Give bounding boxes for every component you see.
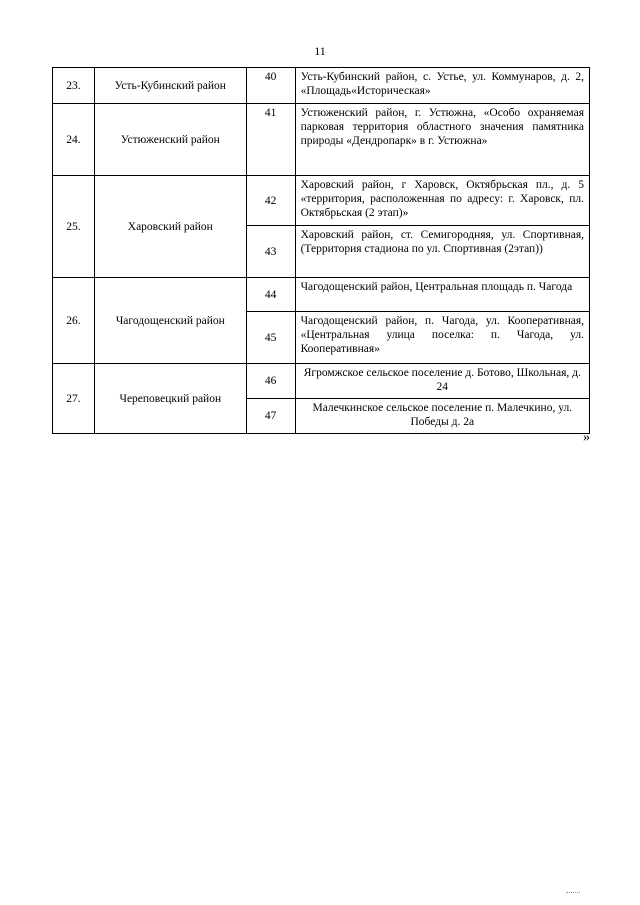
- location-address: Усть-Кубинский район, с. Устье, ул. Коммунаров, д. 2, «Площадь«Историческая»: [295, 68, 589, 104]
- location-address: Малечкинское сельское поселение п. Малечкино, ул. Победы д. 2а: [295, 399, 589, 434]
- district-name: Устюженский район: [94, 104, 246, 176]
- location-address: Устюженский район, г. Устюжна, «Особо охраняемая парковая территория областного значения памятника природы «Дендропарк» в г. Устюжна»: [295, 104, 589, 176]
- location-number: 43: [246, 226, 295, 278]
- location-number: 46: [246, 364, 295, 399]
- location-number: 40: [246, 68, 295, 104]
- location-number: 45: [246, 312, 295, 364]
- district-name: Усть-Кубинский район: [94, 68, 246, 104]
- table-row: [53, 364, 590, 399]
- row-number: 24.: [53, 104, 95, 176]
- page-number: 11: [314, 44, 326, 58]
- row-number: 23.: [53, 68, 95, 104]
- location-number: 44: [246, 278, 295, 312]
- table-row: [53, 176, 590, 226]
- location-address: Ягромжское сельское поселение д. Ботово, Школьная, д. 24: [295, 364, 589, 399]
- district-name: Харовский район: [94, 176, 246, 278]
- location-number: 47: [246, 399, 295, 434]
- location-number: 42: [246, 176, 295, 226]
- table-row: [53, 68, 590, 104]
- district-name: Череповецкий район: [94, 364, 246, 434]
- district-name: Чагодощенский район: [94, 278, 246, 364]
- location-number: 41: [246, 104, 295, 176]
- closing-quote: »: [583, 430, 590, 445]
- row-number: 26.: [53, 278, 95, 364]
- scan-artifact: [566, 892, 580, 896]
- row-number: 27.: [53, 364, 95, 434]
- location-address: Харовский район, ст. Семигородняя, ул. Спортивная, (Территория стадиона по ул. Спортивная (2этап)): [295, 226, 589, 278]
- location-address: Чагодощенский район, п. Чагода, ул. Кооперативная, «Центральная улица поселка: п. Чагода, ул. Кооперативная»: [295, 312, 589, 364]
- row-number: 25.: [53, 176, 95, 278]
- table-row: [53, 278, 590, 312]
- registry-table: [52, 67, 590, 434]
- location-address: Чагодощенский район, Центральная площадь п. Чагода: [295, 278, 589, 312]
- location-address: Харовский район, г Харовск, Октябрьская пл., д. 5 «территория, расположенная по адресу: г. Харовск, пл. Октябрьская (2 этап)»: [295, 176, 589, 226]
- table-row: [53, 104, 590, 176]
